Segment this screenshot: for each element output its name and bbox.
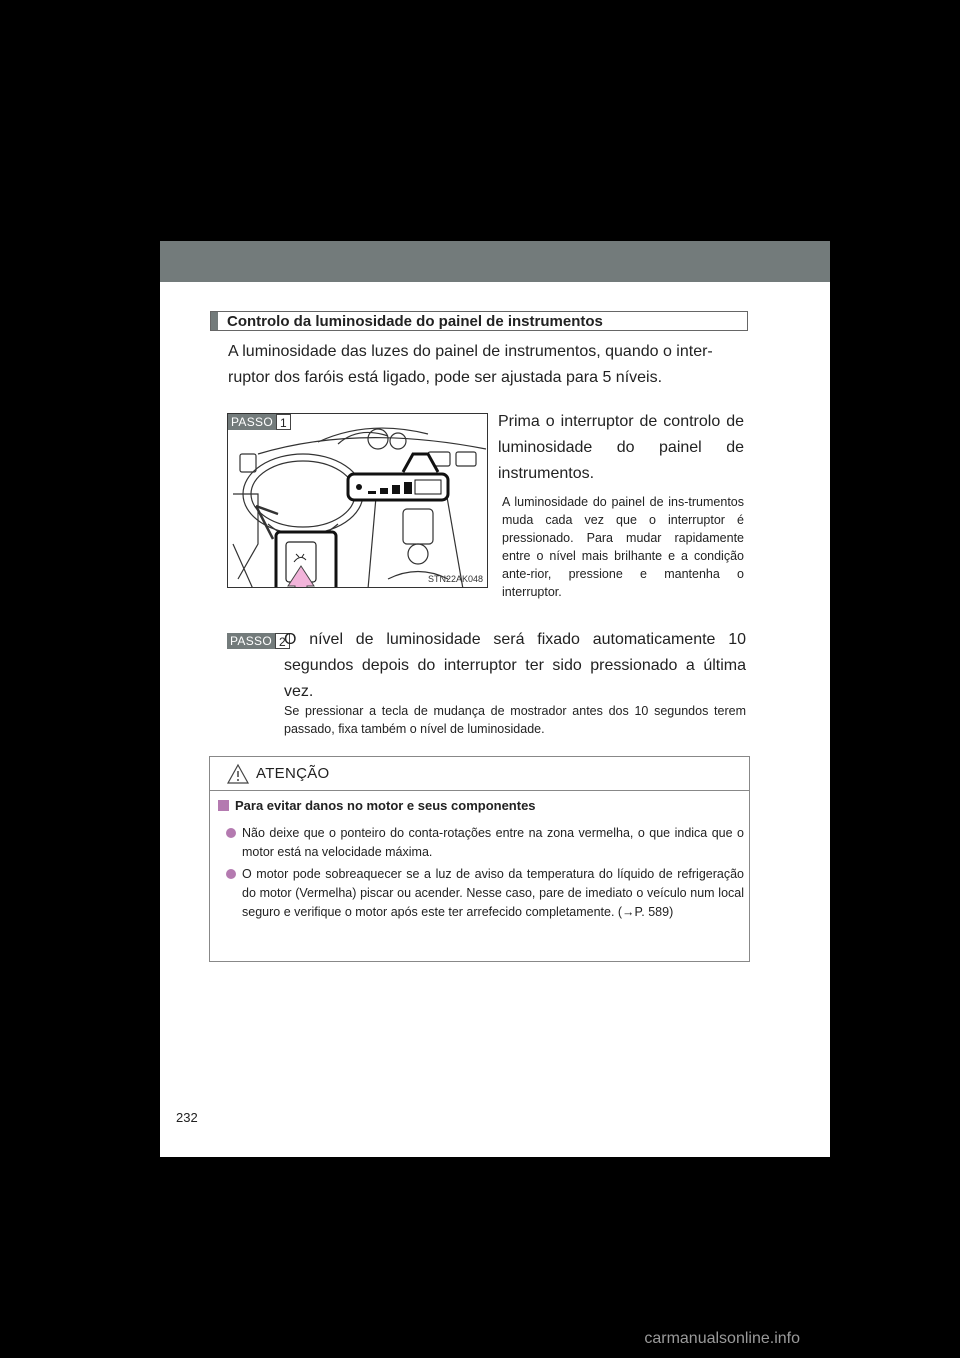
- page-number: 232: [176, 1110, 198, 1125]
- watermark: carmanualsonline.info: [644, 1330, 800, 1347]
- step-1-word: PASSO: [228, 414, 276, 430]
- section-title-tab: [211, 312, 218, 330]
- figure-code: STN22AK048: [427, 574, 483, 584]
- dashboard-drawing: [228, 414, 488, 588]
- step-2-number: 2: [275, 633, 290, 649]
- step-2-word: PASSO: [227, 633, 275, 649]
- caution-box: [209, 756, 750, 962]
- square-bullet-icon: [218, 800, 229, 811]
- step-2-note: Se pressionar a tecla de mudança de mostrador antes dos 10 segundos terem passado, fixa também o nível de luminosidade.: [284, 704, 746, 736]
- caution-subheading: [218, 798, 536, 813]
- caution-bullet-text: Não deixe que o ponteiro do conta-rotações entre na zona vermelha, o que indica que o motor está na velocidade máxima.: [242, 826, 744, 859]
- caution-subheading-text: Para evitar danos no motor e seus componentes: [235, 798, 536, 813]
- caution-bullet-text: O motor pode sobreaquecer se a luz de aviso da temperatura do líquido de refrigeração do motor (Vermelha) piscar ou acender. Nesse caso, pare de imediato o veículo num local seguro e verifique o motor após este ter arrefecido completamente. (→P. 589): [242, 867, 744, 919]
- circle-bullet-icon: [226, 828, 236, 838]
- step-1-number: 1: [276, 414, 291, 430]
- step-1-note: A luminosidade do painel de ins-trumentos muda cada vez que o interruptor é pressionado. Para mudar rapidamente entre o nível mais brilhante e a condição ante-rior, pressione e mantenha o interruptor.: [502, 495, 744, 599]
- caution-bullet: [224, 824, 744, 862]
- step-1-text: Prima o interruptor de controlo de luminosidade do painel de instrumentos.: [498, 413, 744, 482]
- header-bar: [160, 241, 830, 282]
- section-title-text: Controlo da luminosidade do painel de instrumentos: [227, 312, 603, 330]
- caution-heading: ATENÇÃO: [256, 765, 330, 782]
- circle-bullet-icon: [226, 869, 236, 879]
- intro-paragraph: A luminosidade das luzes do painel de instrumentos, quando o inter-ruptor dos faróis está ligado, pode ser ajustada para 5 níveis.: [228, 343, 713, 386]
- warning-triangle-icon: [226, 763, 250, 785]
- caution-header: [210, 757, 749, 791]
- step-2-text: O nível de luminosidade será fixado automaticamente 10 segundos depois do interruptor ter sido pressionado a última vez.: [284, 631, 746, 700]
- dashboard-illustration: [227, 413, 488, 588]
- manual-page: [160, 241, 830, 1157]
- section-title: [210, 311, 748, 331]
- caution-bullet: [224, 865, 744, 922]
- step-1-tag: [228, 414, 291, 430]
- step-2-tag: [227, 633, 290, 649]
